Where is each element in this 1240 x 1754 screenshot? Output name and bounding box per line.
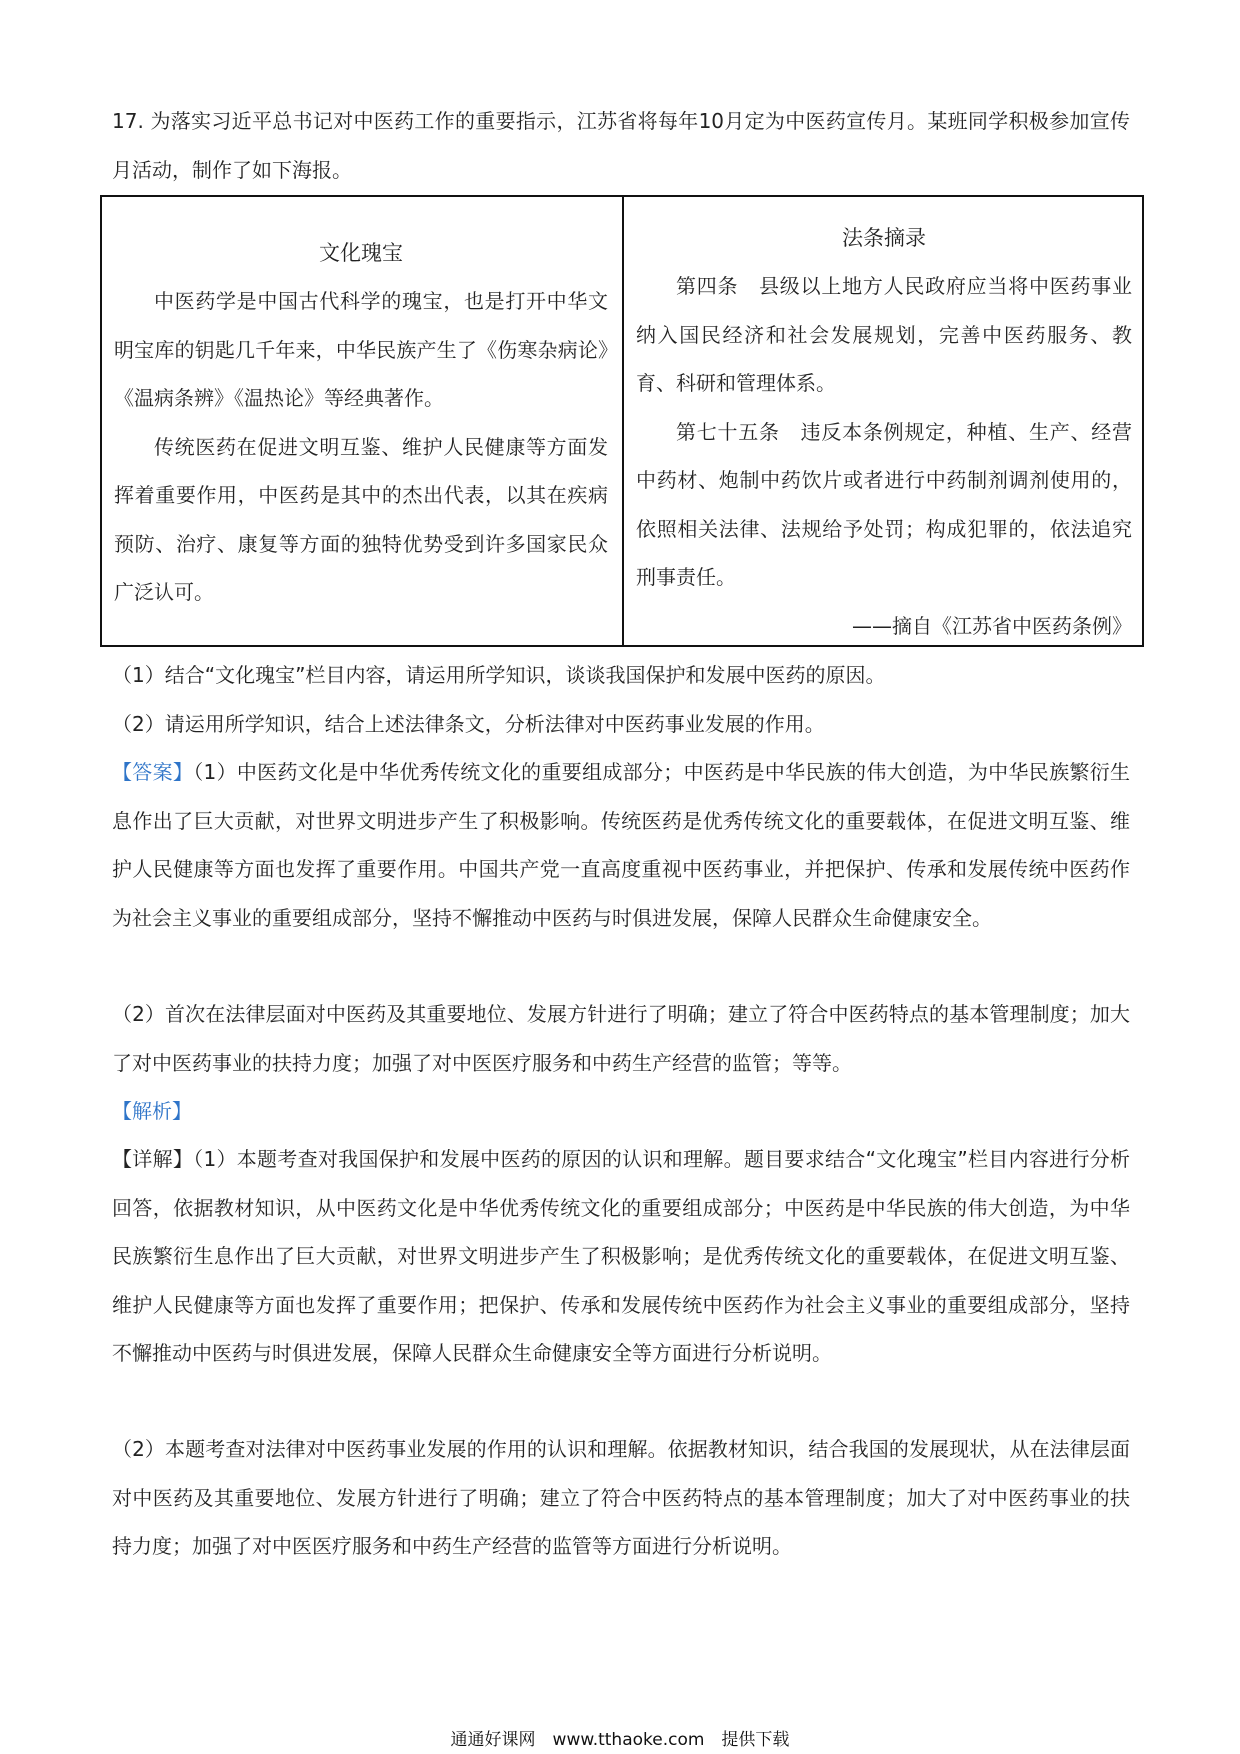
law-article-4: 第四条 县级以上地方人民政府应当将中医药事业纳入国民经济和社会发展规划，完善中医药服务、教育、科研和管理体系。 (636, 274, 1132, 395)
culture-treasure-title: 文化瑰宝 (319, 241, 403, 265)
analysis-label: 【解析】 (112, 1099, 192, 1123)
answer-part-1 (112, 748, 1130, 942)
detail-part-2: （2）本题考查对法律对中医药事业发展的作用的认识和理解。依据教材知识，结合我国的发展现状，从在法律层面对中医药及其重要地位、发展方针进行了明确；建立了符合中医药特点的基本管理制度；加大了对中医药事业的扶持力度；加强了对中医医疗服务和中药生产经营的监管等方面进行分析说明。 (112, 1437, 1130, 1558)
page-footer: 通通好课网 www.tthaoke.com 提供下载 (450, 1730, 790, 1750)
detail-label: 【详解】 (112, 1147, 194, 1171)
question-stem-text: 为落实习近平总书记对中医药工作的重要指示，江苏省将每年10月定为中医药宣传月。某班同学积极参加宣传月活动，制作了如下海报。 (112, 109, 1131, 182)
law-excerpt-title: 法条摘录 (842, 226, 926, 250)
poster-table (100, 195, 1144, 647)
poster-right-column (636, 197, 1132, 650)
detail-part-1 (112, 1135, 1130, 1378)
culture-treasure-paragraph-1: 中医药学是中国古代科学的瑰宝，也是打开中华文明宝库的钥匙几千年来，中华民族产生了《伤寒杂病论》《温病条辨》《温热论》等经典著作。 (114, 289, 608, 410)
question-stem (112, 97, 1130, 194)
sub-question-2: （2）请运用所学知识，结合上述法律条文，分析法律对中医药事业发展的作用。 (112, 712, 825, 736)
law-article-75: 第七十五条 违反本条例规定，种植、生产、经营中药材、炮制中药饮片或者进行中药制剂调剂使用的，依照相关法律、法规给予处罚；构成犯罪的，依法追究刑事责任。 (636, 419, 1132, 589)
law-source: ——摘自《江苏省中医药条例》 (852, 613, 1132, 638)
detail-part-1-text: （1）本题考查对我国保护和发展中医药的原因的认识和理解。题目要求结合“文化瑰宝”栏目内容进行分析回答，依据教材知识，从中医药文化是中华优秀传统文化的重要组成部分；中医药是中华民族的伟大创造，为中华民族繁衍生息作出了巨大贡献，对世界文明进步产生了积极影响；是优秀传统文化的重要载体，在促进文明互鉴、维护人民健康等方面也发挥了重要作用；把保护、传承和发展传统中医药作为社会主义事业的重要组成部分，坚持不懈推动中医药与时俱进发展，保障人民群众生命健康安全等方面进行分析说明。 (112, 1147, 1131, 1365)
poster-divider (622, 197, 624, 645)
poster-left-column (114, 197, 608, 617)
answer-part-2: （2）首次在法律层面对中医药及其重要地位、发展方针进行了明确；建立了符合中医药特点的基本管理制度；加大了对中医药事业的扶持力度；加强了对中医医疗服务和中药生产经营的监管；等等。 (112, 1002, 1130, 1075)
answer-part-1-text: （1）中医药文化是中华优秀传统文化的重要组成部分；中医药是中华民族的伟大创造，为中华民族繁衍生息作出了巨大贡献，对世界文明进步产生了积极影响。传统医药是优秀传统文化的重要载体，在促进文明互鉴、维护人民健康等方面也发挥了重要作用。中国共产党一直高度重视中医药事业，并把保护、传承和发展传统中医药作为社会主义事业的重要组成部分，坚持不懈推动中医药与时俱进发展，保障人民群众生命健康安全。 (112, 760, 1131, 930)
question-number: 17. (112, 109, 144, 133)
culture-treasure-paragraph-2: 传统医药在促进文明互鉴、维护人民健康等方面发挥着重要作用，中医药是其中的杰出代表，以其在疾病预防、治疗、康复等方面的独特优势受到许多国家民众广泛认可。 (114, 434, 608, 604)
analysis-heading (112, 1087, 1130, 1136)
sub-question-1: （1）结合“文化瑰宝”栏目内容，请运用所学知识，谈谈我国保护和发展中医药的原因。 (112, 663, 886, 687)
answer-label: 【答案】 (112, 760, 194, 784)
